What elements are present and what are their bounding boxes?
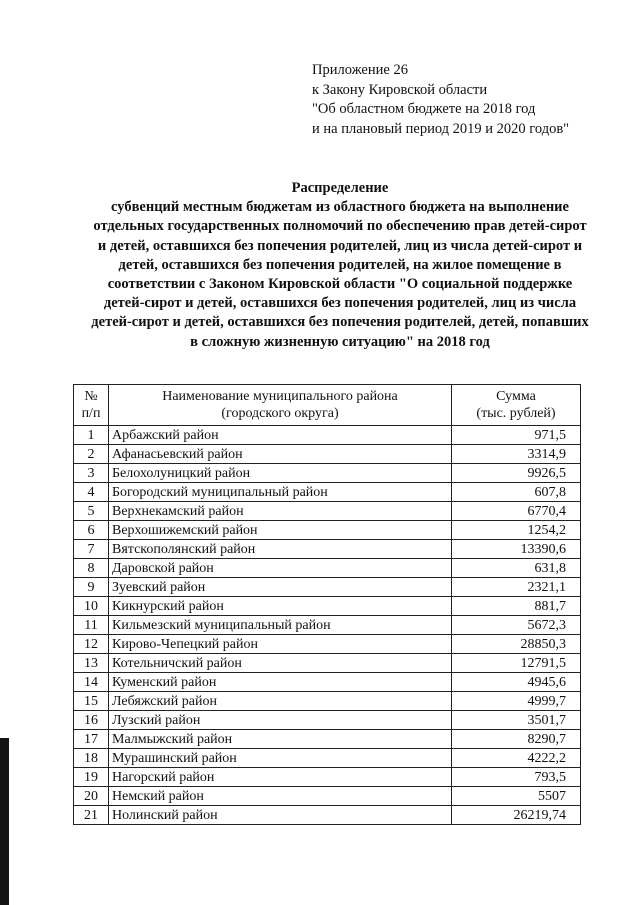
row-num: 1 (74, 426, 109, 445)
row-name: Даровской район (109, 559, 452, 578)
table-row (74, 730, 581, 749)
row-sum: 12791,5 (452, 654, 581, 673)
header-name: Наименование муниципального района (городского округа) (109, 385, 452, 426)
row-num: 12 (74, 635, 109, 654)
table-row (74, 673, 581, 692)
row-sum: 881,7 (452, 597, 581, 616)
title-line: и детей, оставшихся без попечения родителей, лиц из числа детей-сирот и (97, 237, 583, 254)
appendix-line: Приложение 26 (312, 62, 408, 78)
table-row (74, 559, 581, 578)
appendix-line: "Об областном бюджете на 2018 год (312, 101, 536, 117)
table-row (74, 483, 581, 502)
title-line: детей-сирот и детей, оставшихся без попечения родителей, лиц из числа (103, 295, 577, 312)
appendix-line: к Закону Кировской области (312, 81, 488, 98)
title-line: детей, оставшихся без попечения родителей, на жилое помещение в (118, 256, 562, 273)
header-sum: Сумма (тыс. рублей) (452, 385, 581, 426)
table-row (74, 426, 581, 445)
title-line: в сложную жизненную ситуацию" на 2018 год (190, 333, 490, 350)
table-row (74, 787, 581, 806)
table-row (74, 616, 581, 635)
row-sum: 4222,2 (452, 749, 581, 768)
row-sum: 607,8 (452, 483, 581, 502)
row-sum: 5507 (452, 787, 581, 806)
row-name: Малмыжский район (109, 730, 452, 749)
row-num: 8 (74, 559, 109, 578)
row-sum: 3314,9 (452, 445, 581, 464)
row-sum: 1254,2 (452, 521, 581, 540)
row-sum: 631,8 (452, 559, 581, 578)
table-row (74, 635, 581, 654)
row-num: 7 (74, 540, 109, 559)
row-sum: 6770,4 (452, 502, 581, 521)
row-num: 2 (74, 445, 109, 464)
row-num: 14 (74, 673, 109, 692)
row-name: Мурашинский район (109, 749, 452, 768)
row-name: Нолинский район (109, 806, 452, 825)
row-name: Афанасьевский район (109, 445, 452, 464)
table-row (74, 597, 581, 616)
document-title (40, 179, 640, 352)
row-num: 13 (74, 654, 109, 673)
table-row (74, 711, 581, 730)
row-name: Белохолуницкий район (109, 464, 452, 483)
row-num: 19 (74, 768, 109, 787)
row-num: 6 (74, 521, 109, 540)
appendix-header (312, 61, 569, 139)
row-name: Лузский район (109, 711, 452, 730)
row-num: 4 (74, 483, 109, 502)
table-row (74, 768, 581, 787)
table-row (74, 806, 581, 825)
row-num: 16 (74, 711, 109, 730)
row-num: 20 (74, 787, 109, 806)
row-name: Немский район (109, 787, 452, 806)
table-row (74, 654, 581, 673)
row-name: Богородский муниципальный район (109, 483, 452, 502)
title-line: отдельных государственных полномочий по обеспечению прав детей-сирот (93, 218, 587, 235)
table-row (74, 464, 581, 483)
row-name: Верхошижемский район (109, 521, 452, 540)
appendix-line: и на плановый период 2019 и 2020 годов" (312, 120, 570, 137)
row-sum: 4999,7 (452, 692, 581, 711)
row-name: Зуевский район (109, 578, 452, 597)
table-row (74, 692, 581, 711)
table-row (74, 445, 581, 464)
row-name: Верхнекамский район (109, 502, 452, 521)
row-sum: 5672,3 (452, 616, 581, 635)
title-line: Распределение (291, 180, 389, 196)
row-name: Куменский район (109, 673, 452, 692)
row-num: 10 (74, 597, 109, 616)
row-sum: 3501,7 (452, 711, 581, 730)
row-sum: 971,5 (452, 426, 581, 445)
row-name: Кильмезский муниципальный район (109, 616, 452, 635)
table-row (74, 578, 581, 597)
table-row (74, 749, 581, 768)
row-num: 17 (74, 730, 109, 749)
title-line: субвенций местным бюджетам из областного бюджета на выполнение (111, 199, 569, 216)
row-name: Кирово-Чепецкий район (109, 635, 452, 654)
scan-edge-mark (0, 738, 9, 905)
row-num: 18 (74, 749, 109, 768)
row-name: Котельничский район (109, 654, 452, 673)
title-line: соответствии с Законом Кировской области "О социальной поддержке (107, 276, 573, 293)
title-line: детей-сирот и детей, оставшихся без попечения родителей, детей, попавших (91, 314, 589, 331)
table-header-row (74, 385, 581, 426)
row-num: 5 (74, 502, 109, 521)
row-num: 11 (74, 616, 109, 635)
row-num: 9 (74, 578, 109, 597)
row-sum: 4945,6 (452, 673, 581, 692)
row-sum: 13390,6 (452, 540, 581, 559)
table-row (74, 540, 581, 559)
row-sum: 26219,74 (452, 806, 581, 825)
table-row (74, 502, 581, 521)
row-num: 3 (74, 464, 109, 483)
row-name: Кикнурский район (109, 597, 452, 616)
row-sum: 8290,7 (452, 730, 581, 749)
row-sum: 793,5 (452, 768, 581, 787)
row-sum: 28850,3 (452, 635, 581, 654)
row-sum: 2321,1 (452, 578, 581, 597)
row-name: Арбажский район (109, 426, 452, 445)
subvention-table (73, 384, 581, 825)
row-num: 21 (74, 806, 109, 825)
table-row (74, 521, 581, 540)
row-name: Вятскополянский район (109, 540, 452, 559)
row-sum: 9926,5 (452, 464, 581, 483)
row-name: Нагорский район (109, 768, 452, 787)
header-num: № п/п (74, 385, 109, 426)
row-name: Лебяжский район (109, 692, 452, 711)
row-num: 15 (74, 692, 109, 711)
